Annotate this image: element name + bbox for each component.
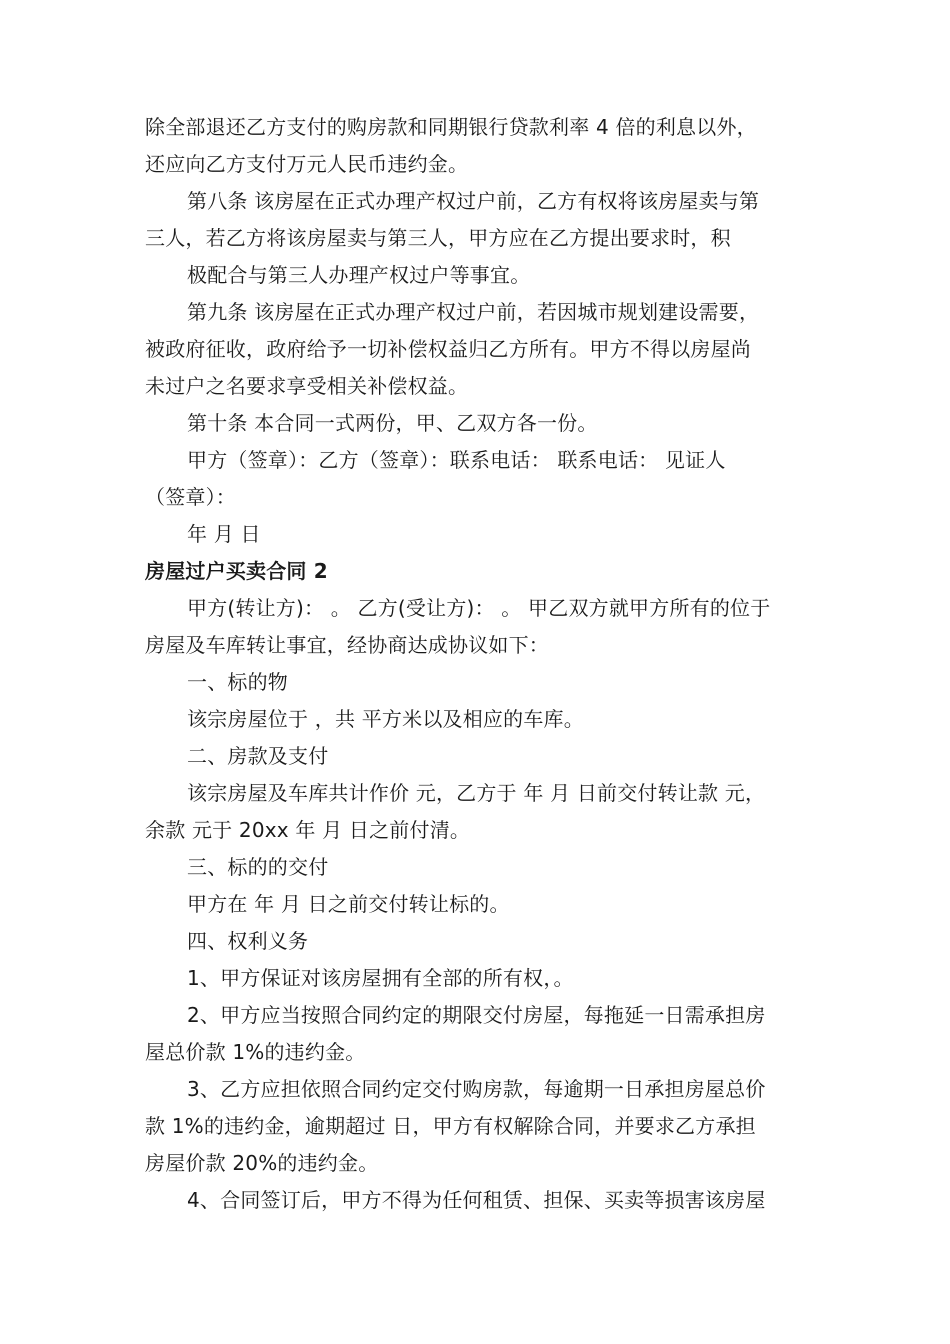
signature-line: （签章）： — [145, 485, 236, 509]
clause-heading: 三、标的的交付 — [187, 855, 329, 879]
text-line: 3、乙方应担依照合同约定交付购房款，每逾期一日承担房屋总价 — [187, 1077, 766, 1101]
text-line: 房屋及车库转让事宜，经协商达成协议如下： — [145, 633, 549, 657]
text-line: 1、甲方保证对该房屋拥有全部的所有权，。 — [187, 966, 574, 990]
text-line: 该宗房屋位于 ，共 平方米以及相应的车库。 — [187, 707, 584, 731]
text-line: 房屋价款 20%的违约金。 — [145, 1151, 379, 1175]
text-line: 款 1%的违约金，逾期超过 日，甲方有权解除合同，并要求乙方承担 — [145, 1114, 756, 1138]
text-line: 未过户之名要求享受相关补偿权益。 — [145, 374, 469, 398]
text-line: 还应向乙方支付万元人民币违约金。 — [145, 152, 469, 176]
section-heading: 房屋过户买卖合同 2 — [145, 559, 328, 583]
text-line: 2、甲方应当按照合同约定的期限交付房屋，每拖延一日需承担房 — [187, 1003, 766, 1027]
text-line: 三人，若乙方将该房屋卖与第三人，甲方应在乙方提出要求时，积 — [145, 226, 731, 250]
text-line: 被政府征收，政府给予一切补偿权益归乙方所有。甲方不得以房屋尚 — [145, 337, 751, 361]
text-line: 第九条 该房屋在正式办理产权过户前，若因城市规划建设需要， — [187, 300, 760, 324]
date-line: 年 月 日 — [187, 522, 261, 546]
text-line: 第八条 该房屋在正式办理产权过户前，乙方有权将该房屋卖与第 — [187, 189, 760, 213]
text-line: 甲方在 年 月 日之前交付转让标的。 — [187, 892, 510, 916]
text-line: 该宗房屋及车库共计作价 元，乙方于 年 月 日前交付转让款 元， — [187, 781, 766, 805]
clause-heading: 二、房款及支付 — [187, 744, 329, 768]
signature-line: 甲方（签章）：乙方（签章）：联系电话： 联系电话： 见证人 — [187, 448, 726, 472]
clause-heading: 一、标的物 — [187, 670, 288, 694]
text-line: 余款 元于 20xx 年 月 日之前付清。 — [145, 818, 471, 842]
text-line: 甲方(转让方)： 。 乙方(受让方)： 。 甲乙双方就甲方所有的位于 — [187, 596, 771, 620]
text-line: 第十条 本合同一式两份，甲、乙双方各一份。 — [187, 411, 598, 435]
text-line: 4、合同签订后，甲方不得为任何租赁、担保、买卖等损害该房屋 — [187, 1188, 766, 1212]
text-line: 除全部退还乙方支付的购房款和同期银行贷款利率 4 倍的利息以外， — [145, 115, 757, 139]
clause-heading: 四、权利义务 — [187, 929, 309, 953]
text-line: 屋总价款 1%的违约金。 — [145, 1040, 366, 1064]
text-line: 极配合与第三人办理产权过户等事宜。 — [187, 263, 531, 287]
